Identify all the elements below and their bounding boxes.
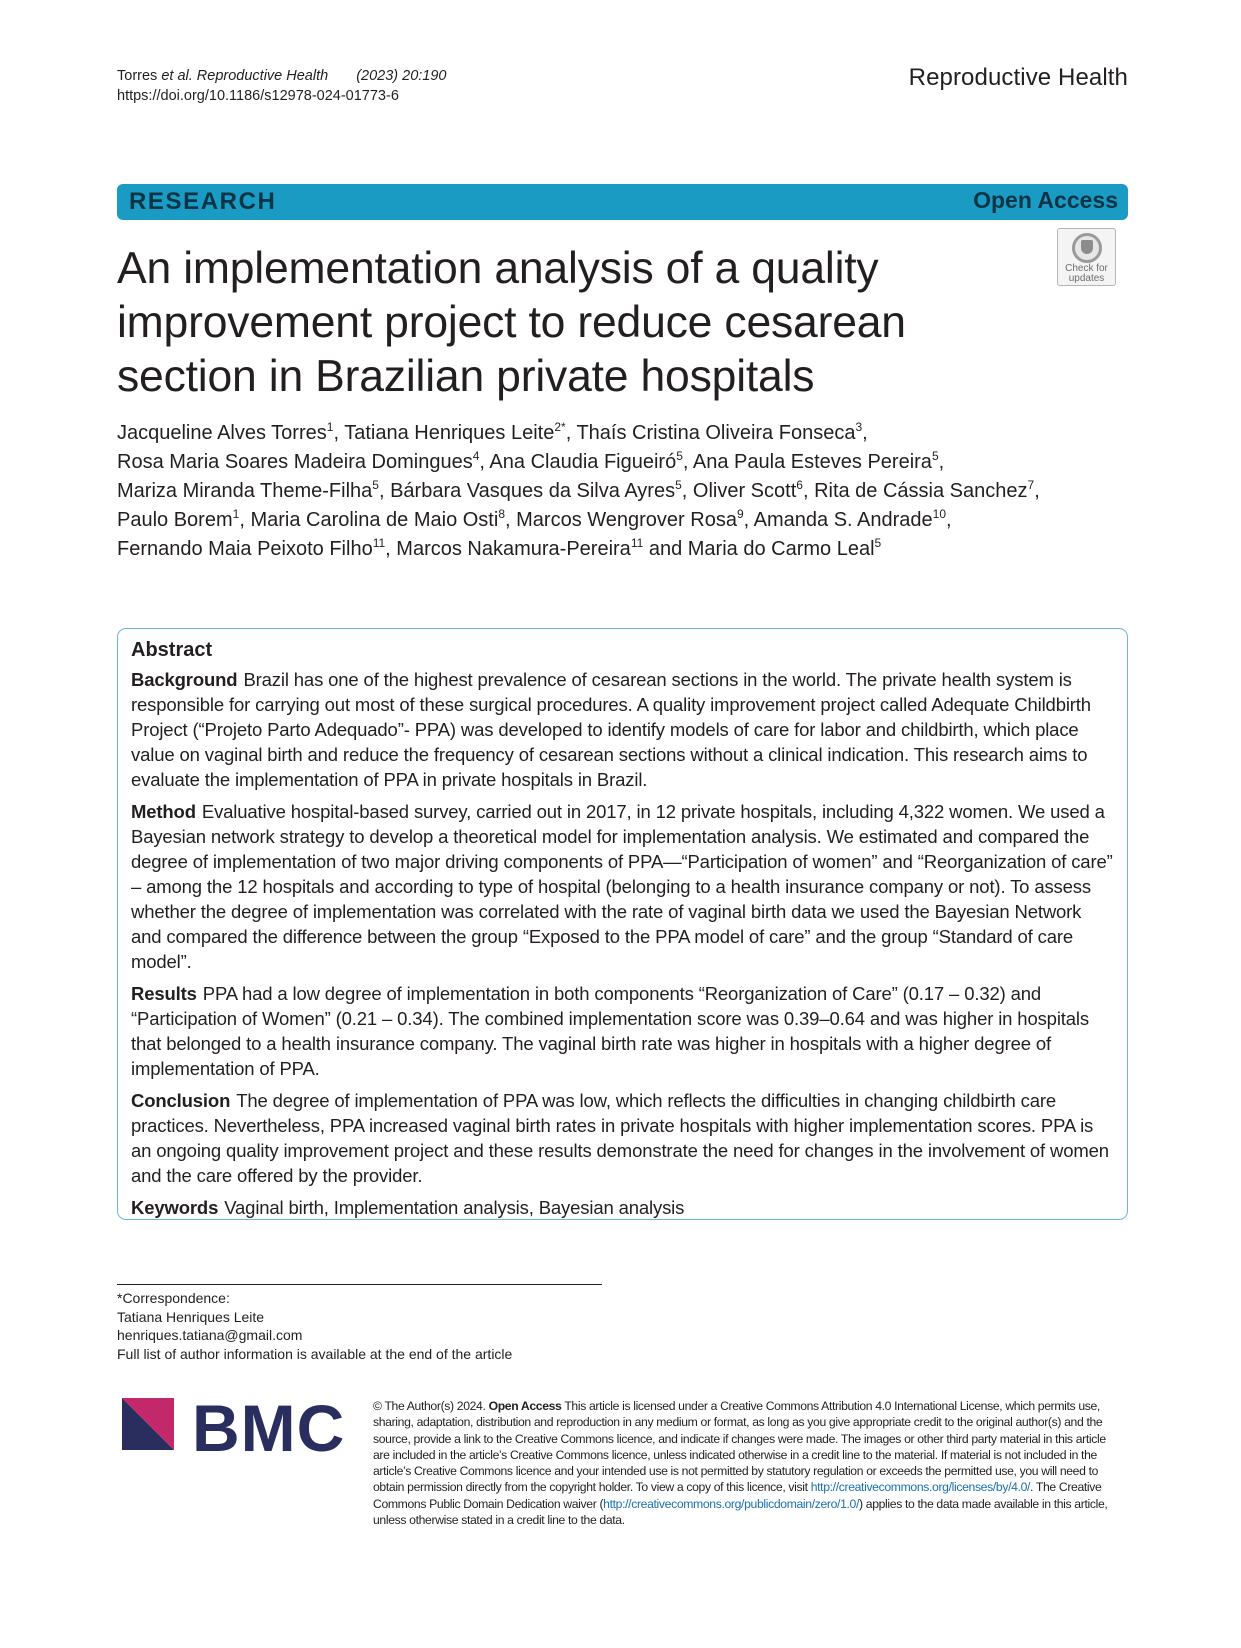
- abstract-conclusion: [131, 1088, 1113, 1188]
- author-name[interactable]: Rosa Maria Soares Madeira Domingues: [117, 451, 473, 473]
- correspondence-label: *Correspondence:: [117, 1290, 230, 1306]
- citation-journal: Reproductive Health: [196, 68, 329, 84]
- author-separator: ,: [802, 480, 815, 502]
- keywords-label: Keywords: [131, 1197, 219, 1218]
- author-entry: [117, 509, 250, 531]
- author-separator: ,: [505, 509, 517, 531]
- doi-link[interactable]: https://doi.org/10.1186/s12978-024-01773-6: [117, 88, 399, 104]
- license-text-1: This article is licensed under a Creative Commons Attribution 4.0 International License, which permits use, sharing, adaptation, distribution and reproduction in any medium or format, as long as you give appropriate credit to the original author(s) and the source, provide a link to the Creative Commons licence, and indicate if changes were made. The images or other third party material in this article are included in the article’s Creative Commons licence, unless indicated otherwise in a credit line to the material. If material is not included in the article’s Creative Commons licence and your intended use is not permitted by statutory regulation or exceeds the permitted use, you will need to obtain permission directly from the copyright holder. To view a copy of this licence, visit: [373, 1399, 1106, 1495]
- correspondence-footnote: [117, 1289, 512, 1363]
- author-affiliation: 7: [1027, 478, 1035, 492]
- background-label: Background: [131, 669, 238, 690]
- check-for-updates-badge[interactable]: [1057, 228, 1116, 286]
- author-entry: [489, 451, 692, 473]
- author-separator: ,: [565, 422, 577, 444]
- author-entry: [117, 422, 344, 444]
- check-updates-line2: updates: [1068, 273, 1105, 284]
- citation-year-volume: (2023) 20:190: [356, 68, 447, 84]
- author-name[interactable]: Paulo Borem: [117, 509, 233, 531]
- author-name[interactable]: Ana Claudia Figueiró: [489, 451, 677, 473]
- correspondence-email[interactable]: henriques.tatiana@gmail.com: [117, 1327, 303, 1343]
- author-affiliation: 10: [932, 507, 947, 521]
- license-statement: [373, 1398, 1115, 1528]
- author-affiliation: 5: [675, 478, 682, 492]
- author-separator: ,: [479, 451, 490, 473]
- license-text-2: . The Creative Commons Public Domain Dedication waiver (: [373, 1480, 1102, 1511]
- author-list: [117, 419, 1127, 564]
- conclusion-label: Conclusion: [131, 1090, 231, 1111]
- author-name[interactable]: Oliver Scott: [692, 480, 797, 502]
- author-affiliation: 5: [931, 449, 939, 463]
- method-text: Evaluative hospital-based survey, carried out in 2017, in 12 private hospitals, including 4,322 women. We used a Bayesian network strategy to develop a theoretical model for implementation analysis. We estimated and compared the degree of implementation of two major driving components of PPA—“Participation of women” and “Reorganization of care” – among the 12 hospitals and according to type of hospital (belonging to a health insurance company or not). To assess whether the degree of implementation was correlated with the rate of vaginal birth data we used the Bayesian Network and compared the difference between the group “Exposed to the PPA model of care” and the group “Standard of care model”.: [131, 801, 1113, 972]
- license-open-access: Open Access: [488, 1399, 562, 1413]
- author-separator: ,: [239, 509, 251, 531]
- author-affiliation: 2*: [554, 420, 566, 434]
- author-separator: ,: [946, 509, 952, 531]
- author-name[interactable]: Maria do Carmo Leal: [687, 538, 875, 560]
- research-label: RESEARCH: [129, 188, 277, 215]
- author-separator: ,: [743, 509, 754, 531]
- citation-etal: et al.: [161, 68, 193, 84]
- bmc-logo-text: BMC: [192, 1391, 346, 1465]
- author-affiliation: 5: [372, 478, 379, 492]
- method-label: Method: [131, 801, 196, 822]
- author-entry: [516, 509, 754, 531]
- abstract-results: [131, 981, 1113, 1081]
- author-separator: ,: [938, 451, 945, 473]
- author-affiliation: 1: [326, 420, 334, 434]
- author-name[interactable]: Marcos Wengrover Rosa: [516, 509, 737, 531]
- author-separator: ,: [378, 480, 391, 502]
- author-name[interactable]: Mariza Miranda Theme-Filha: [117, 480, 373, 502]
- cc-by-link[interactable]: http://creativecommons.org/licenses/by/4.0/: [810, 1480, 1031, 1495]
- keywords-text: Vaginal birth, Implementation analysis, Bayesian analysis: [224, 1197, 685, 1218]
- journal-name: Reproductive Health: [908, 64, 1128, 91]
- citation-authors: Torres: [117, 68, 162, 84]
- author-name[interactable]: Fernando Maia Peixoto Filho: [117, 538, 373, 560]
- author-affiliation: 1: [232, 507, 240, 521]
- author-separator: ,: [682, 451, 693, 473]
- author-affiliation: 11: [372, 536, 386, 550]
- author-entry: [250, 509, 516, 531]
- author-separator: ,: [1034, 480, 1040, 502]
- author-name[interactable]: Tatiana Henriques Leite: [344, 422, 555, 444]
- correspondence-name: Tatiana Henriques Leite: [117, 1308, 265, 1325]
- author-affiliation: 8: [498, 507, 505, 521]
- author-name[interactable]: Marcos Nakamura-Pereira: [396, 538, 631, 560]
- author-affiliation: 3: [855, 420, 863, 434]
- author-entry: [688, 538, 881, 560]
- author-name[interactable]: Bárbara Vasques da Silva Ayres: [390, 480, 676, 502]
- author-entry: [344, 422, 576, 444]
- author-affiliation: 6: [796, 478, 803, 492]
- author-affiliation: 4: [472, 449, 480, 463]
- author-separator: ,: [681, 480, 693, 502]
- author-entry: [754, 509, 952, 531]
- citation-line: [117, 66, 446, 86]
- abstract-background: [131, 667, 1113, 792]
- author-entry: [117, 451, 489, 473]
- abstract-keywords: [131, 1195, 1113, 1220]
- author-affiliation: 5: [874, 536, 882, 550]
- author-entry: [576, 422, 867, 444]
- author-affiliation: 5: [676, 449, 683, 463]
- author-affiliation: 9: [736, 507, 744, 521]
- results-label: Results: [131, 983, 197, 1004]
- author-name[interactable]: Amanda S. Andrade: [753, 509, 933, 531]
- footnote-divider: [117, 1284, 602, 1285]
- author-entry: [390, 480, 693, 502]
- abstract-heading: Abstract: [131, 639, 213, 661]
- author-entry: [693, 480, 814, 502]
- article-title: An implementation analysis of a quality improvement project to reduce cesarean section in Brazilian private hospitals: [117, 244, 906, 401]
- author-separator: and: [643, 538, 688, 560]
- background-text: Brazil has one of the highest prevalence of cesarean sections in the world. The private health system is responsible for carrying out most of these surgical procedures. A quality improvement project called Adequate Childbirth Project (“Projeto Parto Adequado”- PPA) was developed to identify models of care for labor and childbirth, which place value on vaginal birth and reduce the frequency of cesarean sections without a clinical indication. This research aims to evaluate the implementation of PPA in private hospitals in Brazil.: [131, 669, 1091, 790]
- abstract-method: [131, 799, 1113, 974]
- article-type-banner: [117, 184, 1128, 220]
- author-name[interactable]: Rita de Cássia Sanchez: [814, 480, 1028, 502]
- license-text-3: ) applies to the data made available in this article, unless otherwise stated in a credit line to the data.: [373, 1496, 1108, 1528]
- author-entry: [117, 538, 396, 560]
- open-access-label: Open Access: [973, 187, 1118, 213]
- author-affiliation: 11: [630, 536, 644, 550]
- results-text: PPA had a low degree of implementation in both components “Reorganization of Care” (0.17 – 0.32) and “Participation of Women” (0.21 – 0.34). The combined implementation score was 0.39–0.64 and was higher in hospitals that belonged to a health insurance company. The vaginal birth rate was higher in hospitals with a higher degree of implementation of PPA.: [131, 983, 1089, 1079]
- abstract-box: [117, 628, 1128, 1220]
- author-name[interactable]: Maria Carolina de Maio Osti: [250, 509, 499, 531]
- author-separator: ,: [862, 422, 868, 444]
- author-entry: [814, 480, 1040, 502]
- bmc-logo: [122, 1391, 346, 1465]
- author-entry: [396, 538, 687, 560]
- author-separator: ,: [385, 538, 397, 560]
- bookmark-icon: [1072, 233, 1102, 263]
- author-name[interactable]: Ana Paula Esteves Pereira: [692, 451, 932, 473]
- bmc-logo-mark: [122, 1398, 174, 1450]
- author-entry: [693, 451, 944, 473]
- conclusion-text: The degree of implementation of PPA was low, which reflects the difficulties in changing childbirth care practices. Nevertheless, PPA increased vaginal birth rates in private hospitals with higher implementation scores. PPA is an ongoing quality improvement project and these results demonstrate the need for changes in the involvement of women and the care offered by the provider.: [131, 1090, 1109, 1186]
- author-info-note: Full list of author information is available at the end of the article: [117, 1345, 513, 1362]
- article-header: [117, 66, 446, 106]
- cc-zero-link[interactable]: http://creativecommons.org/publicdomain/zero/1.0/: [603, 1496, 860, 1511]
- author-name[interactable]: Jacqueline Alves Torres: [117, 422, 327, 444]
- check-updates-line1: Check for: [1065, 263, 1108, 274]
- author-name[interactable]: Thaís Cristina Oliveira Fonseca: [576, 422, 856, 444]
- author-separator: ,: [333, 422, 345, 444]
- author-entry: [117, 480, 390, 502]
- copyright-text: © The Author(s) 2024.: [373, 1399, 486, 1413]
